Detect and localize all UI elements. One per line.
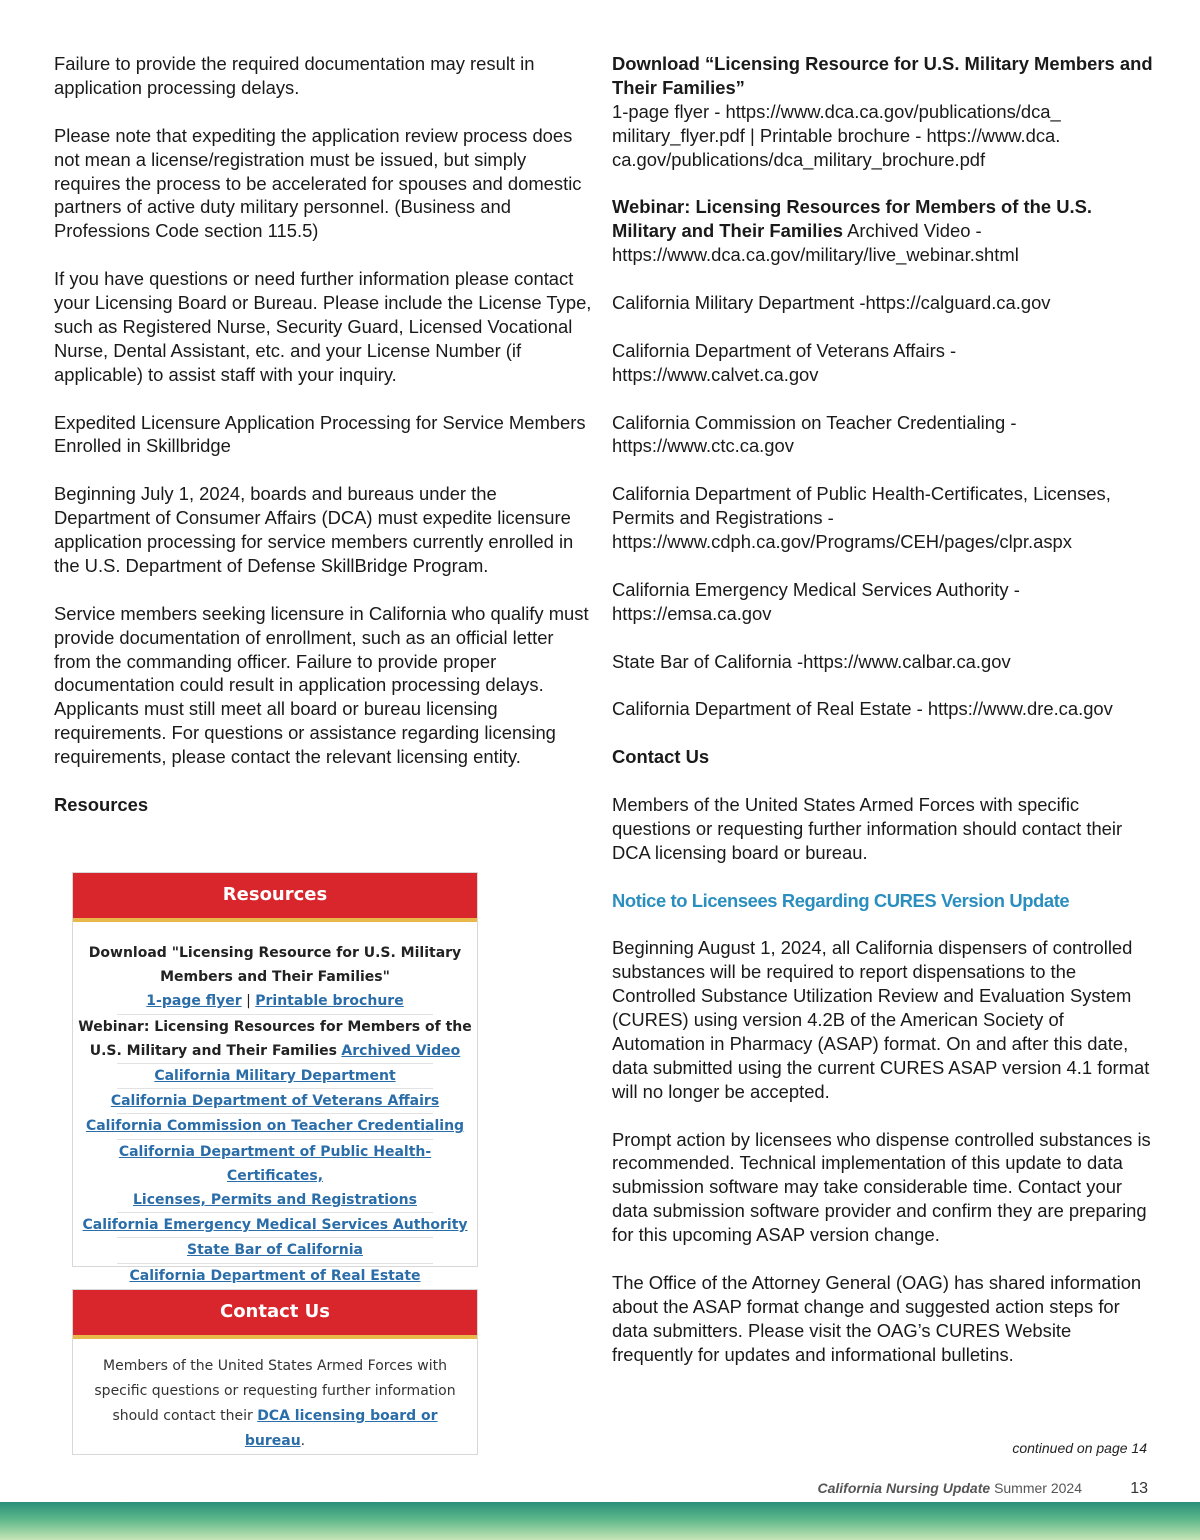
contact-box <box>72 1289 478 1455</box>
paragraph: Failure to provide the required documentation may result in application processing delays. <box>54 53 535 98</box>
paragraph: Service members seeking licensure in California who qualify must provide documentation of enrollment, such as an official letter from the commanding officer. Failure to provide proper documentation could result in application processing delays. Applicants must still meet all board or bureau licensing requirements. For questions or assistance regarding licensing requirements, please contact the relevant licensing entity. <box>54 602 589 768</box>
webinar-paragraph <box>612 195 1157 267</box>
resource-item <box>73 1064 477 1088</box>
contact-period: . <box>300 1433 306 1449</box>
notice-heading: Notice to Licensees Regarding CURES Version Update <box>612 889 1070 911</box>
resources-box-title: Resources <box>73 873 477 922</box>
webinar-url: Archived Video - https://www.dca.ca.gov/military/live_webinar.shtml <box>612 220 1019 266</box>
notice-paragraph: Prompt action by licensees who dispense controlled substances is recommended. Technical implementation of this update to data submission software may take considerable time. Contact your data submission software provider and confirm they are preparing for this upcoming ASAP version change. <box>612 1128 1151 1246</box>
resource-item <box>73 1213 477 1237</box>
resource-item <box>73 1089 477 1113</box>
flyer-link[interactable]: 1-page flyer <box>146 993 242 1010</box>
right-column <box>612 52 1157 1391</box>
download-heading: Download “Licensing Resource for U.S. Military Members and Their Families” <box>612 53 1153 98</box>
resource-item <box>73 1238 477 1262</box>
publication-season: Summer 2024 <box>994 1480 1082 1496</box>
continued-note: continued on page 14 <box>1012 1440 1147 1456</box>
resource-link[interactable]: California Department of Veterans Affairs <box>110 1093 440 1110</box>
contact-box-body <box>73 1339 477 1454</box>
resources-box-body <box>73 922 477 1288</box>
resource-link[interactable]: California Department of Real Estate <box>129 1267 421 1284</box>
webinar-line: Webinar: Licensing Resources for Members of the <box>78 1018 472 1035</box>
resource-item <box>73 1140 477 1188</box>
resource-item <box>73 1114 477 1138</box>
resource-link[interactable]: Licenses, Permits and Registrations <box>133 1192 417 1209</box>
footer-publication <box>817 1480 1082 1496</box>
resource-entry: California Commission on Teacher Credentialing - https://www.ctc.ca.gov <box>612 411 1017 457</box>
contact-box-title: Contact Us <box>73 1290 477 1339</box>
paragraph: Please note that expediting the application review process does not mean a license/registration must be issued, but simply requires the process to be accelerated for spouses and domestic partners of active duty military personnel. (Business and Professions Code section 115.5) <box>54 124 582 242</box>
footer-gradient-band <box>0 1502 1200 1540</box>
resources-heading: Resources <box>54 794 149 815</box>
resource-entry: State Bar of California -https://www.calbar.ca.gov <box>612 650 1011 672</box>
contact-text: Members of the United States Armed Forces with specific questions or requesting further information should contact their <box>94 1358 456 1424</box>
contact-paragraph: Members of the United States Armed Forces with specific questions or requesting further information should contact their DCA licensing board or bureau. <box>612 793 1123 863</box>
dca-licensing-link[interactable]: DCA licensing board or bureau <box>244 1408 438 1449</box>
download-urls: 1-page flyer - https://www.dca.ca.gov/publications/dca_ military_flyer.pdf | Printable brochure - https://www.dca. ca.gov/publications/dca_military_brochure.pdf <box>612 100 1061 170</box>
download-line: Download "Licensing Resource for U.S. Military <box>88 945 462 961</box>
notice-paragraph: The Office of the Attorney General (OAG) has shared information about the ASAP format change and suggested action steps for data submitters. Please visit the OAG’s CURES Website frequently for updates and informational bulletins. <box>612 1272 1142 1365</box>
page-number: 13 <box>1130 1480 1148 1497</box>
download-line: Members and Their Families" <box>160 969 390 986</box>
webinar-heading: Webinar: Licensing Resources for Members of the U.S. Military and Their Families <box>612 196 1092 242</box>
resource-link[interactable]: California Emergency Medical Services Authority <box>82 1217 468 1234</box>
contact-heading: Contact Us <box>612 746 710 768</box>
notice-paragraph: Beginning August 1, 2024, all California dispensers of controlled substances will be required to report dispensations to the Controlled Substance Utilization Review and Evaluation System (CURES) using version 4.2B of the American Society of Automation in Pharmacy (ASAP) format. On and after this date, data submitted using the current CURES ASAP version 4.1 format will no longer be accepted. <box>612 937 1150 1102</box>
webinar-label: U.S. Military and Their Families <box>89 1042 337 1059</box>
resource-link[interactable]: California Commission on Teacher Credentialing <box>85 1118 465 1135</box>
publication-name: California Nursing Update <box>817 1480 991 1496</box>
left-column <box>54 52 594 841</box>
download-links <box>73 989 477 1013</box>
resource-item <box>73 1264 477 1288</box>
resource-link[interactable]: State Bar of California <box>187 1242 363 1259</box>
resource-entry: California Emergency Medical Services Authority - https://emsa.ca.gov <box>612 578 1020 624</box>
webinar-line <box>73 1039 477 1063</box>
brochure-link[interactable]: Printable brochure <box>255 993 404 1010</box>
resource-item <box>73 1188 477 1212</box>
resource-link[interactable]: California Department of Public Health-Certificates, <box>118 1143 432 1184</box>
section-title: Expedited Licensure Application Processing for Service Members Enrolled in Skillbridge <box>54 411 586 457</box>
paragraph: If you have questions or need further information please contact your Licensing Board or Bureau. Please include the License Type, such as Registered Nurse, Security Guard, Licensed Vocational Nurse, Dental Assistant, etc. and your License Number (if applicable) to assist staff with your inquiry. <box>54 268 592 385</box>
resource-entry: California Department of Real Estate - https://www.dre.ca.gov <box>612 698 1113 720</box>
resource-entry: California Department of Veterans Affairs - https://www.calvet.ca.gov <box>612 339 957 385</box>
resource-entry: California Department of Public Health-Certificates, Licenses, Permits and Registrations - https://www.cdph.ca.gov/Programs/CEH/pages/clpr.aspx <box>612 483 1111 553</box>
resource-entry: California Military Department -https://calguard.ca.gov <box>612 292 1051 314</box>
archived-video-link[interactable]: Archived Video <box>341 1042 461 1059</box>
resource-link[interactable]: California Military Department <box>154 1068 396 1085</box>
paragraph: Beginning July 1, 2024, boards and bureaus under the Department of Consumer Affairs (DCA) must expedite licensure application processing for service members currently enrolled in the U.S. Department of Defense SkillBridge Program. <box>54 483 574 576</box>
resources-box <box>72 872 478 1284</box>
separator-pipe: | <box>246 993 251 1010</box>
